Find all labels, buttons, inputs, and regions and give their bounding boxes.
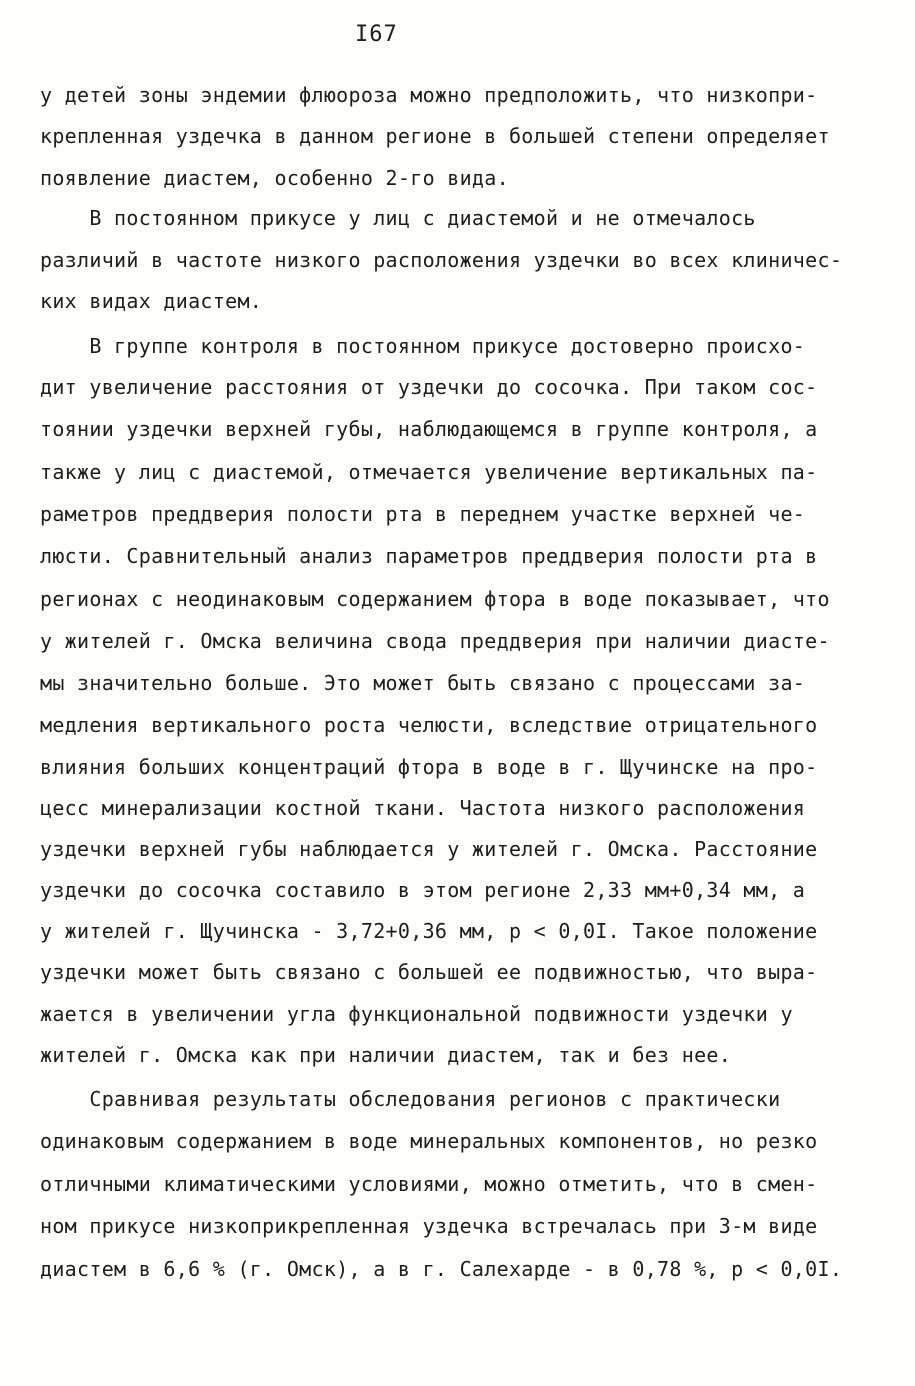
text-line: уздечки верхней губы наблюдается у жителей г. Омска. Расстояние (40, 837, 818, 861)
text-line: уздечки до сосочка составило в этом регионе 2,33 мм+0,34 мм, а (40, 878, 806, 902)
text-line: жается в увеличении угла функциональной подвижности уздечки у (40, 1002, 793, 1026)
text-line: ном прикусе низкоприкрепленная уздечка встречалась при 3-м виде (40, 1214, 818, 1238)
text-line: отличными климатическими условиями, можно отметить, что в смен- (40, 1172, 818, 1196)
text-line: у детей зоны эндемии флюороза можно предположить, что низкопри- (40, 83, 818, 107)
text-line: одинаковым содержанием в воде минеральных компонентов, но резко (40, 1129, 818, 1153)
text-line: мы значительно больше. Это может быть связано с процессами за- (40, 671, 806, 695)
text-line: люсти. Сравнительный анализ параметров преддверия полости рта в (40, 544, 818, 568)
text-line: у жителей г. Омска величина свода преддверия при наличии диасте- (40, 629, 830, 653)
text-line: цесс минерализации костной ткани. Частота низкого расположения (40, 796, 806, 820)
page-number: I67 (355, 22, 398, 47)
text-line: тоянии уздечки верхней губы, наблюдающемся в группе контроля, а (40, 417, 818, 441)
text-line: раметров преддверия полости рта в переднем участке верхней че- (40, 502, 806, 526)
text-line: уздечки может быть связано с большей ее подвижностью, что выра- (40, 960, 818, 984)
text-line: различий в частоте низкого расположения уздечки во всех клиничес- (40, 248, 843, 272)
text-line: ких видах диастем. (40, 289, 263, 313)
text-line: медления вертикального роста челюсти, вследствие отрицательного (40, 713, 818, 737)
text-line: дит увеличение расстояния от уздечки до сосочка. При таком сос- (40, 375, 818, 399)
text-line: регионах с неодинаковым содержанием фтора в воде показывает, что (40, 587, 830, 611)
text-line: В постоянном прикусе у лиц с диастемой и не отмечалось (40, 206, 756, 230)
text-line: диастем в 6,6 % (г. Омск), а в г. Салехарде - в 0,78 %, р < 0,0I. (40, 1257, 843, 1281)
text-line: крепленная уздечка в данном регионе в большей степени определяет (40, 124, 830, 148)
text-line: В группе контроля в постоянном прикусе достоверно происхо- (40, 334, 806, 358)
text-line: у жителей г. Щучинска - 3,72+0,36 мм, р < 0,0I. Такое положение (40, 919, 818, 943)
text-line: жителей г. Омска как при наличии диастем, так и без нее. (40, 1043, 732, 1067)
text-line: также у лиц с диастемой, отмечается увеличение вертикальных па- (40, 460, 818, 484)
text-line: появление диастем, особенно 2-го вида. (40, 166, 509, 190)
text-line: влияния больших концентраций фтора в воде в г. Щучинске на про- (40, 755, 818, 779)
text-line: Сравнивая результаты обследования регионов с практически (40, 1087, 781, 1111)
